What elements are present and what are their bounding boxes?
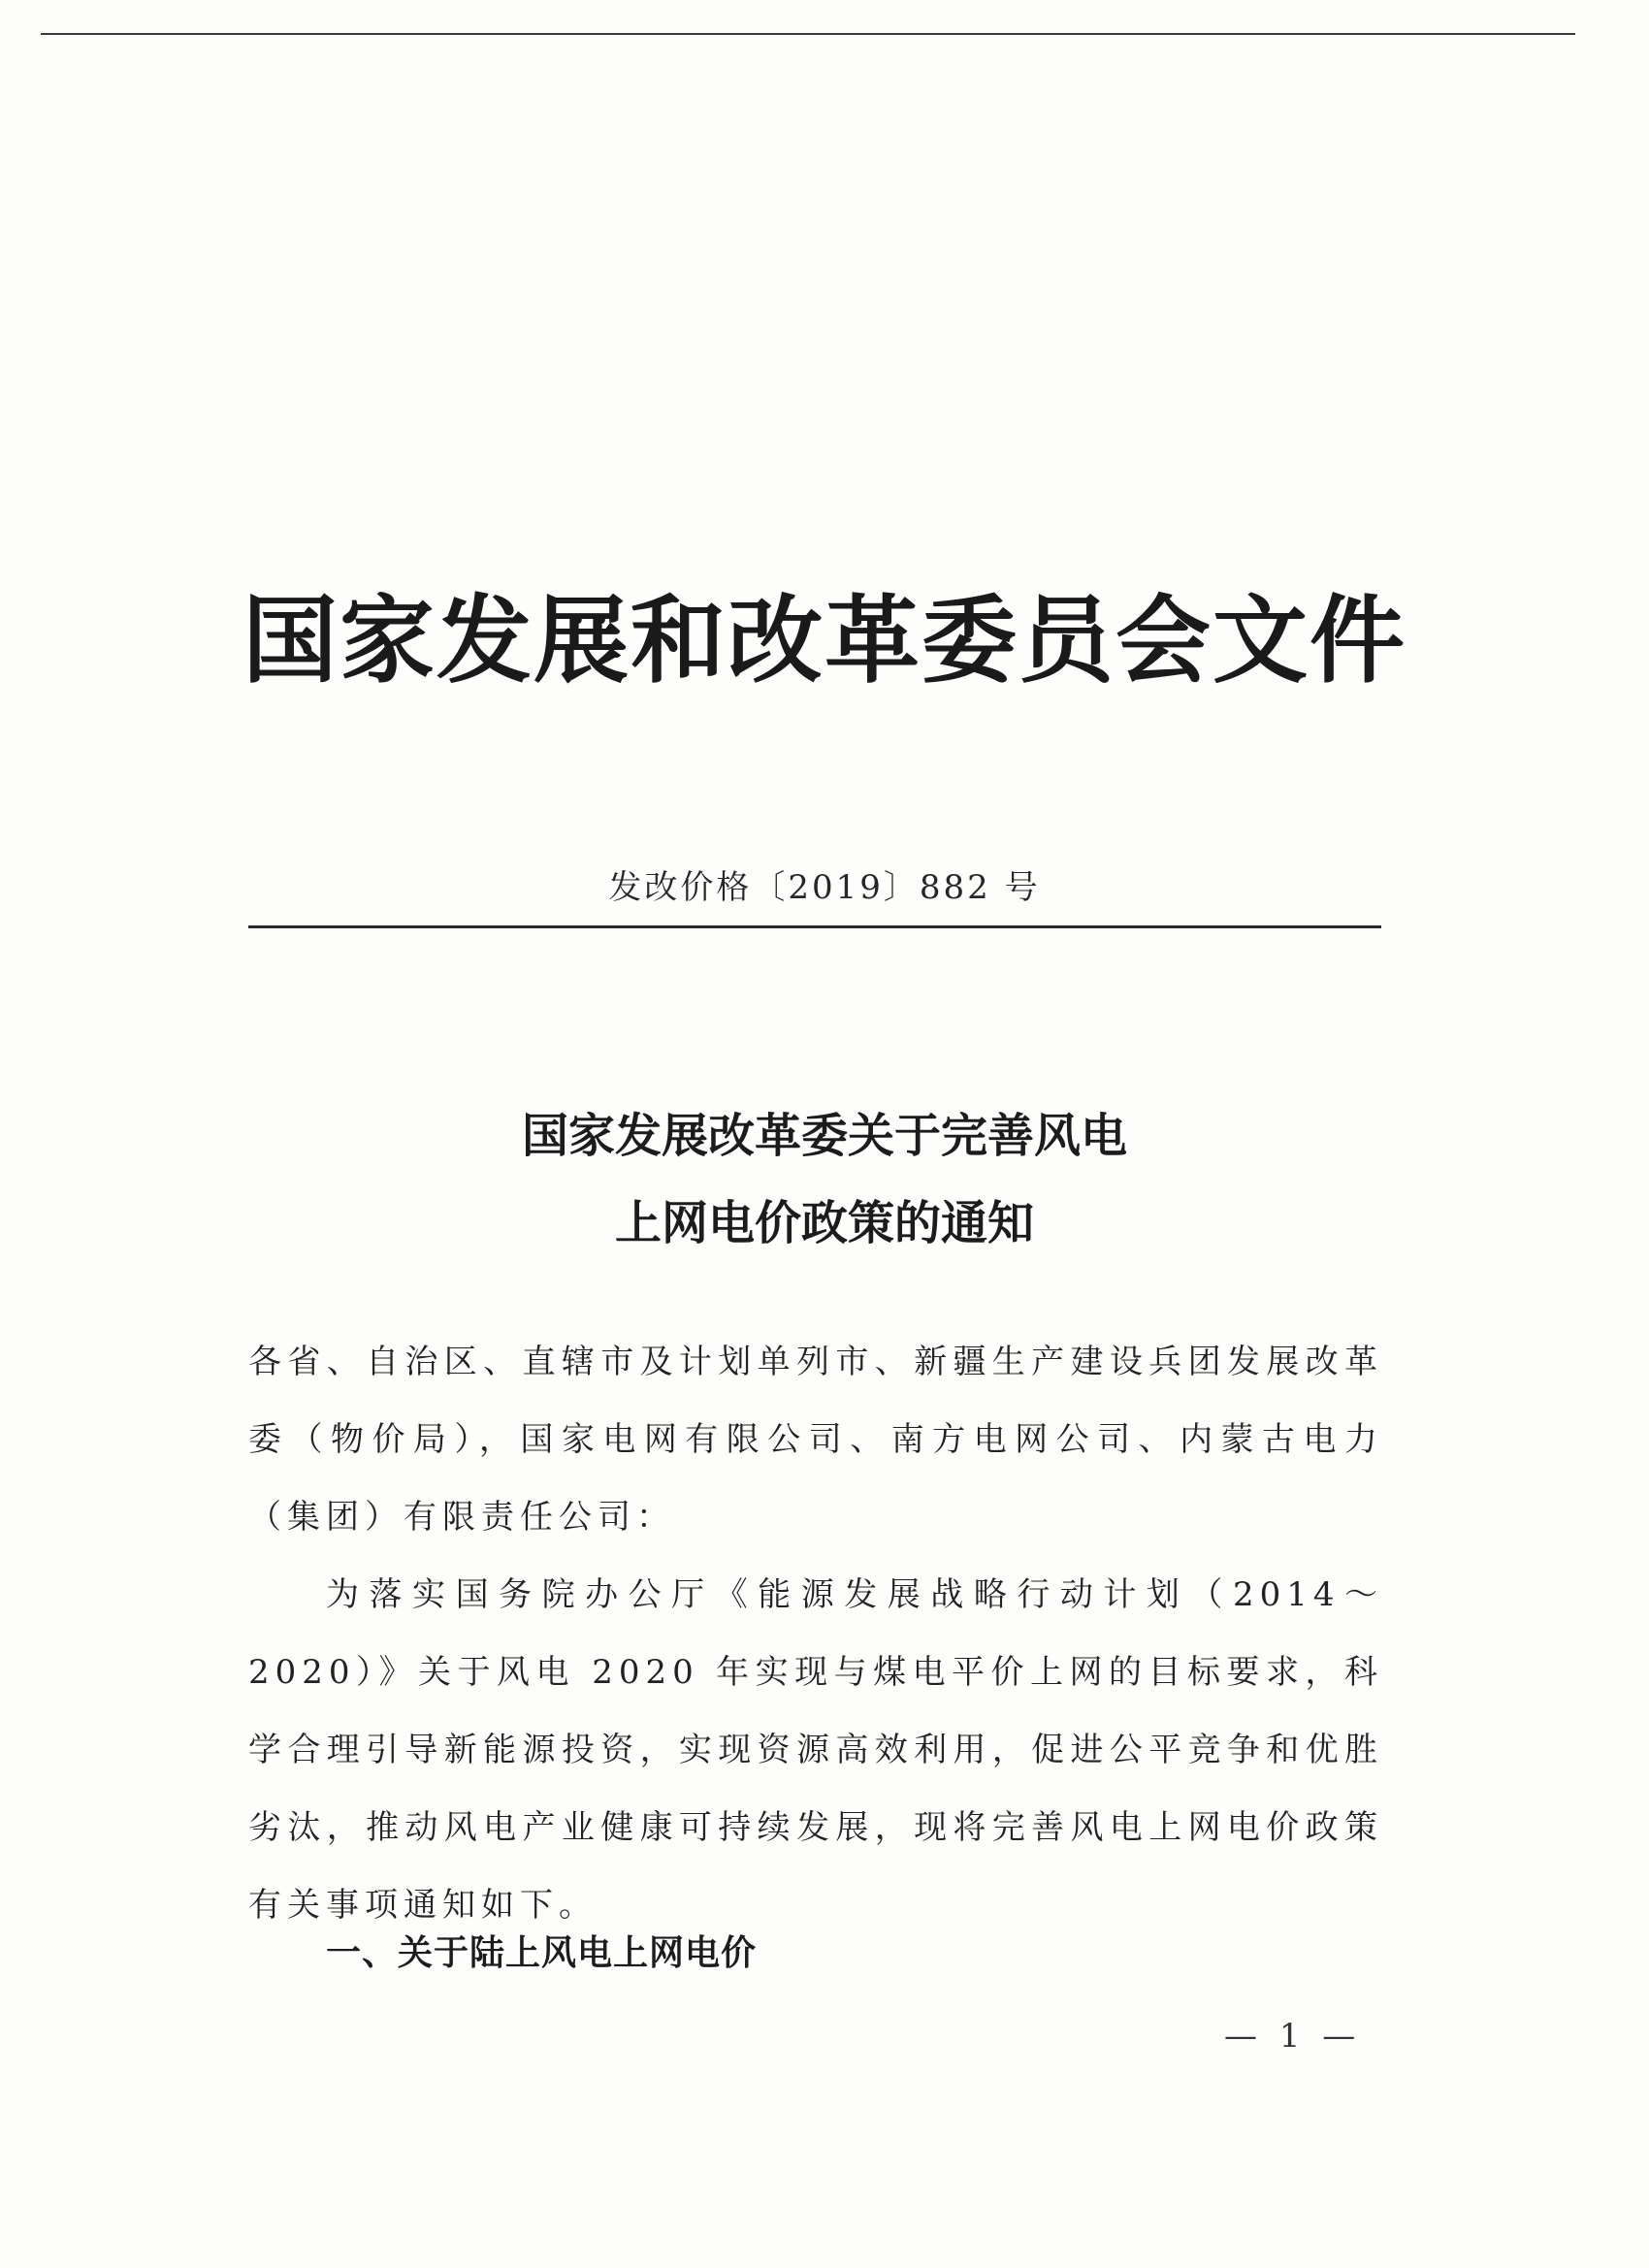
section-heading-1: 一、关于陆上风电上网电价	[326, 1933, 758, 1973]
top-rule	[41, 33, 1575, 35]
body-paragraph-1: 为落实国务院办公厅《能源发展战略行动计划（2014～2020）》关于风电 2020 年实现与煤电平价上网的目标要求，科学合理引导新能源投资，实现资源高效利用，促进公平竞争和优胜劣汰，推动风电产业健康可持续发展，现将完善风电上网电价政策有关事项通知如下。	[248, 1575, 1383, 1925]
document-header-title: 国家发展和改革委员会文件	[242, 586, 1406, 697]
notice-title-line-1: 国家发展改革委关于完善风电	[521, 1109, 1127, 1163]
notice-title	[0, 1092, 1649, 1267]
document-number: 发改价格〔2019〕882 号	[608, 868, 1041, 907]
header-divider	[248, 925, 1381, 928]
page-number: — 1 —	[1224, 2017, 1362, 2056]
notice-title-line-2: 上网电价政策的通知	[614, 1196, 1034, 1250]
addressee-paragraph: 各省、自治区、直辖市及计划单列市、新疆生产建设兵团发展改革委（物价局），国家电网有限公司、南方电网公司、内蒙古电力（集团）有限责任公司：	[248, 1343, 1383, 1537]
